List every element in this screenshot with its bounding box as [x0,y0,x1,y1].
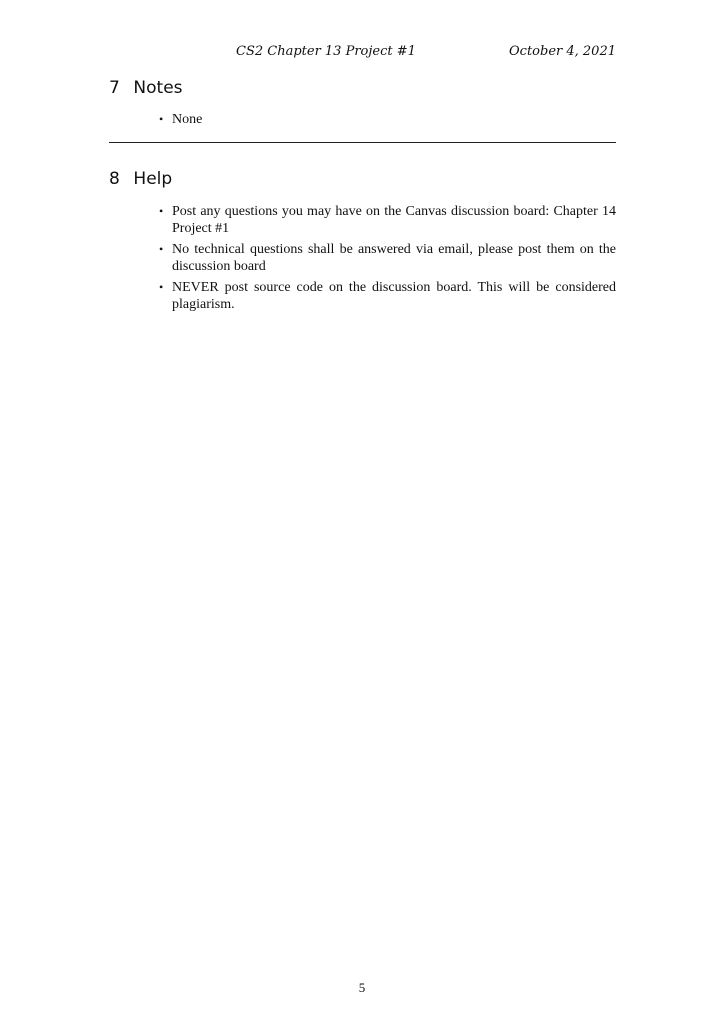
header-title: CS2 Chapter 13 Project #1 [236,44,416,59]
running-header [236,43,616,61]
section-title: Notes [133,78,183,98]
list-item [159,203,616,237]
section-heading-notes [109,77,183,99]
list-item-text: NEVER post source code on the discussion board. This will be considered plagiarism. [172,280,616,312]
bullet-icon: • [159,204,164,218]
list-item [159,241,616,275]
page-number: 5 [358,980,366,995]
section-heading-help [109,168,172,190]
help-list [159,203,616,317]
section-number: 8 [109,169,120,189]
horizontal-rule [109,142,616,143]
bullet-icon: • [159,280,164,294]
section-number: 7 [109,78,120,98]
bullet-icon: • [159,112,164,126]
list-item-text: None [172,112,203,127]
header-date: October 4, 2021 [509,44,616,59]
list-item-text: No technical questions shall be answered via email, please post them on the discussion board [172,242,616,274]
list-item-text: Post any questions you may have on the Canvas discussion board: Chapter 14 Project #1 [172,204,616,236]
list-item [159,111,616,128]
section-title: Help [133,169,173,189]
notes-list [159,111,616,132]
bullet-icon: • [159,242,164,256]
list-item [159,279,616,313]
